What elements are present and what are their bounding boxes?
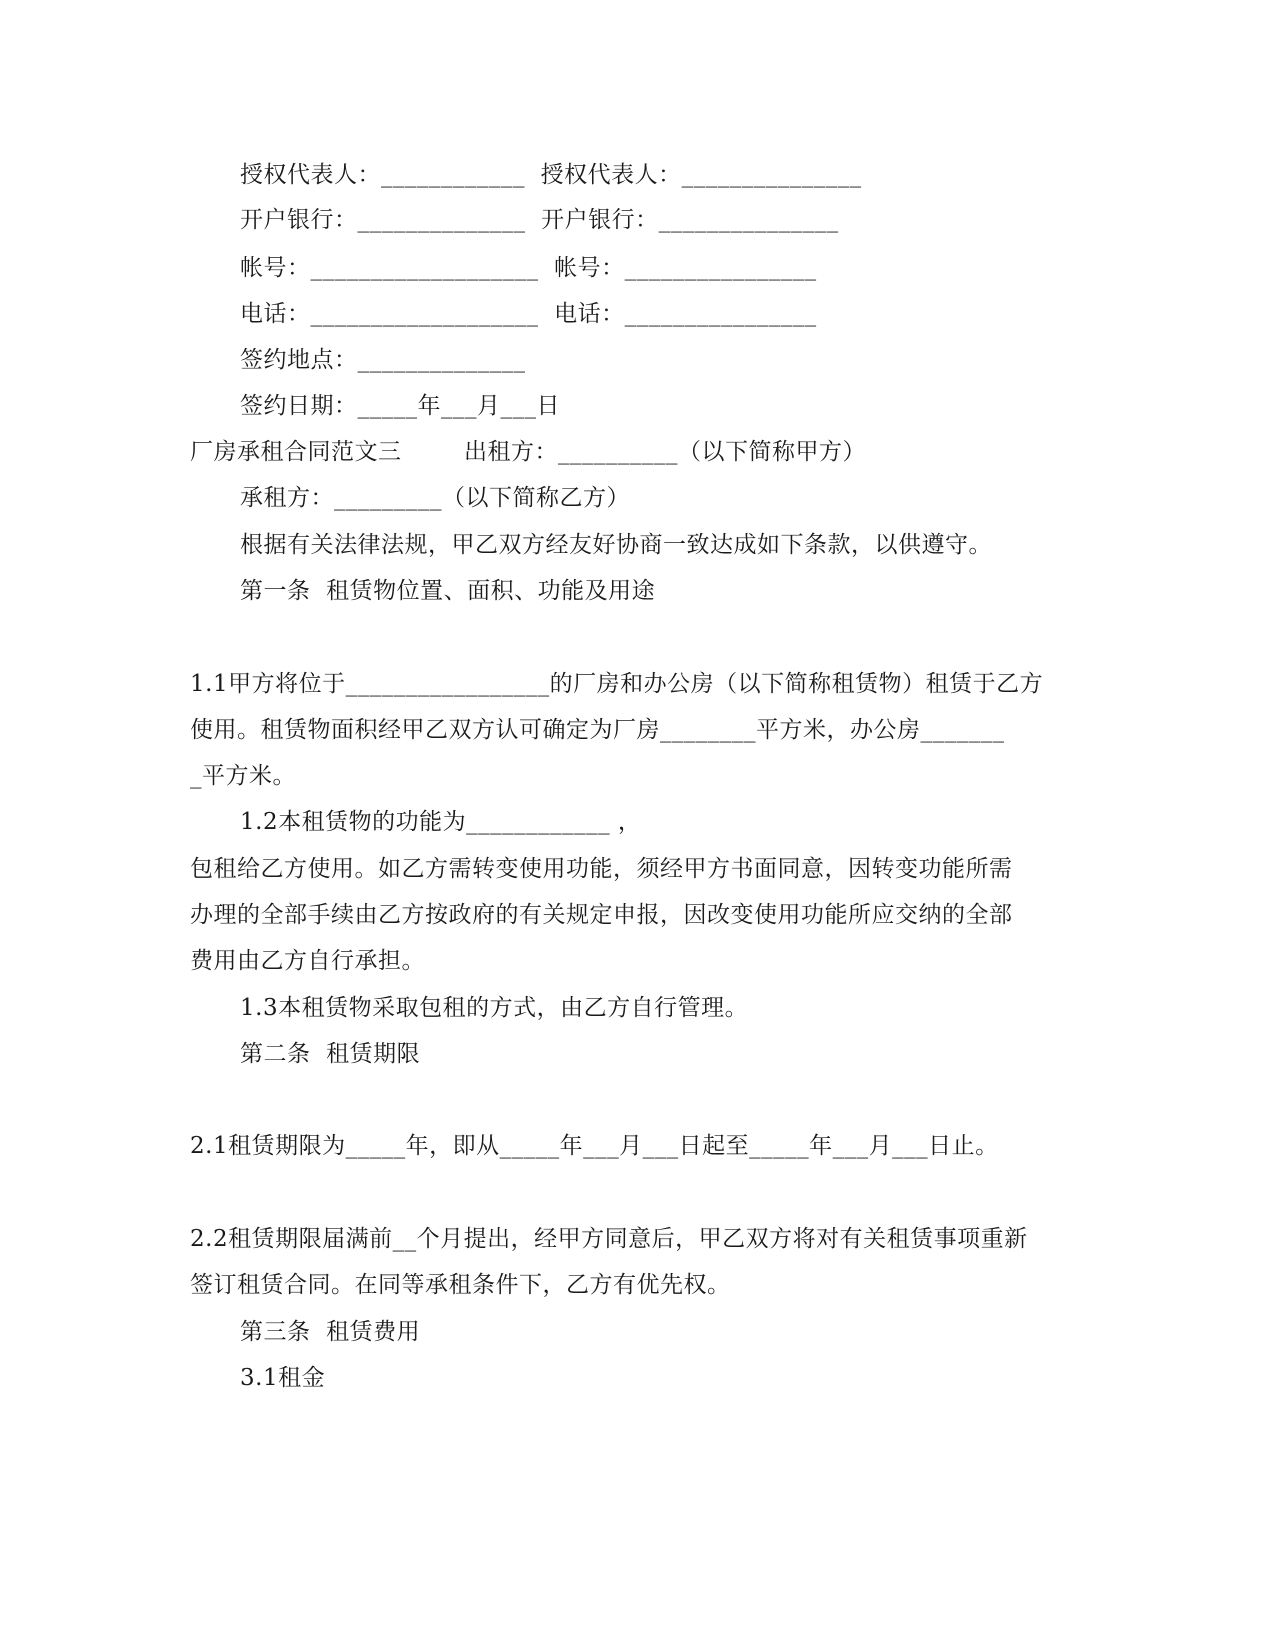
clause-1-1-line-1: 1.1甲方将位于_________________的厂房和办公房（以下简称租赁物）租赁于乙方 <box>190 671 1044 697</box>
clause-2-2-line-2: 签订租赁合同。在同等承租条件下，乙方有优先权。 <box>190 1272 731 1298</box>
preamble-paragraph: 根据有关法律法规，甲乙双方经友好协商一致达成如下条款，以供遵守。 <box>240 532 992 558</box>
clause-1-1-line-2: 使用。租赁物面积经甲乙双方认可确定为厂房________平方米，办公房_______ <box>190 717 1005 743</box>
article-2-heading: 第二条 租赁期限 <box>240 1041 421 1067</box>
clause-1-3: 1.3本租赁物采取包租的方式，由乙方自行管理。 <box>240 995 749 1021</box>
clause-2-2-line-1: 2.2租赁期限届满前__个月提出，经甲方同意后，甲乙双方将对有关租赁事项重新 <box>190 1226 1028 1252</box>
clause-1-2-line-3: 办理的全部手续由乙方按政府的有关规定申报，因改变使用功能所应交纳的全部 <box>190 902 1013 928</box>
clause-1-2-line-1: 1.2本租赁物的功能为____________ ， <box>240 809 642 835</box>
phone-line: 电话：___________________ 电话：________________ <box>240 301 817 327</box>
clause-3-1-heading: 3.1租金 <box>240 1365 326 1391</box>
signing-date-line: 签约日期：_____年___月___日 <box>240 393 560 419</box>
clause-1-2-line-2: 包租给乙方使用。如乙方需转变使用功能，须经甲方书面同意，因转变功能所需 <box>190 856 1013 882</box>
lessee-line: 承租方：_________（以下简称乙方） <box>240 485 630 511</box>
article-3-heading: 第三条 租赁费用 <box>240 1319 421 1345</box>
bank-line: 开户银行：______________ 开户银行：_______________ <box>240 207 839 233</box>
contract-title-lessor-line: 厂房承租合同范文三 出租方：__________（以下简称甲方） <box>190 439 866 465</box>
article-1-heading: 第一条 租赁物位置、面积、功能及用途 <box>240 578 656 604</box>
clause-2-1: 2.1租赁期限为_____年，即从_____年___月___日起至_____年___月___日止。 <box>190 1133 999 1159</box>
clause-1-1-line-3: _平方米。 <box>190 763 296 789</box>
authorized-representative-line: 授权代表人：____________ 授权代表人：_______________ <box>240 162 862 188</box>
account-line: 帐号：___________________ 帐号：________________ <box>240 255 817 281</box>
clause-1-2-line-4: 费用由乙方自行承担。 <box>190 948 425 974</box>
signing-place-line: 签约地点：______________ <box>240 347 526 373</box>
